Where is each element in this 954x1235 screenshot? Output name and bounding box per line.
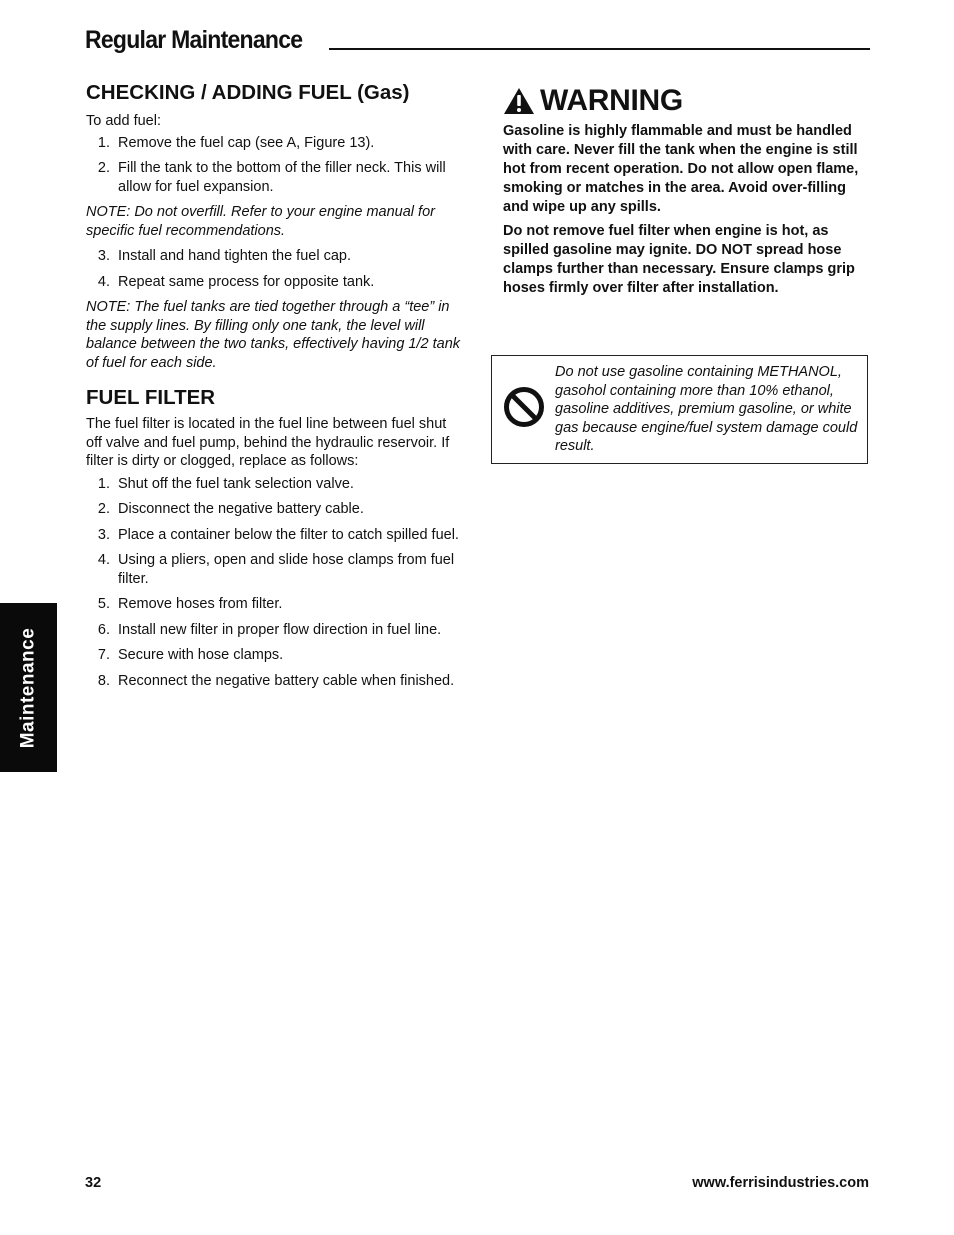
list-item bbox=[86, 646, 464, 665]
step-number: 5. bbox=[97, 596, 110, 612]
page-title: Regular Maintenance bbox=[85, 26, 303, 54]
warning-triangle-icon bbox=[503, 87, 535, 115]
step-text: Reconnect the negative battery cable when finished. bbox=[118, 672, 455, 689]
fuel-note-1: NOTE: Do not overfill. Refer to your engine manual for specific fuel recommendations. bbox=[86, 204, 435, 239]
step-number: 4. bbox=[97, 552, 110, 568]
step-text: Install and hand tighten the fuel cap. bbox=[118, 248, 351, 264]
step-number: 1. bbox=[97, 134, 110, 151]
notice-box bbox=[491, 355, 868, 464]
prohibition-icon bbox=[503, 386, 545, 428]
filter-steps-list bbox=[86, 475, 464, 691]
fuel-steps-list-b bbox=[86, 247, 464, 291]
header-rule bbox=[329, 48, 870, 50]
page-header bbox=[85, 24, 870, 54]
notice-text: Do not use gasoline containing METHANOL, gasohol containing more than 10% ethanol, gasoline additives, premium gasoline, or white gas because engine/fuel system damage could result. bbox=[555, 364, 858, 454]
step-number: 2. bbox=[97, 501, 110, 517]
step-text: Repeat same process for opposite tank. bbox=[118, 273, 375, 290]
right-column bbox=[503, 84, 868, 303]
side-tab-label: Maintenance bbox=[17, 627, 39, 748]
step-number: 6. bbox=[97, 621, 110, 638]
step-number: 3. bbox=[97, 248, 110, 264]
left-column bbox=[86, 80, 464, 697]
step-text: Install new filter in proper flow direction in fuel line. bbox=[118, 621, 442, 638]
step-text: Disconnect the negative battery cable. bbox=[118, 501, 364, 517]
step-number: 7. bbox=[97, 647, 110, 663]
list-item bbox=[86, 621, 464, 640]
filter-description: The fuel filter is located in the fuel line between fuel shut off valve and fuel pump, behind the hydraulic reservoir. If filter is dirty or clogged, replace as follows: bbox=[86, 416, 450, 469]
warning-paragraph-1: Gasoline is highly flammable and must be handled with care. Never fill the tank when the engine is still hot from recent operation. Do not allow open flame, smoking or matches in the area. Avoid over-filling and wipe up any spills. bbox=[503, 123, 859, 215]
warning-word: WARNING bbox=[540, 84, 683, 117]
list-item bbox=[86, 500, 464, 519]
list-item bbox=[86, 551, 464, 588]
filter-heading: FUEL FILTER bbox=[86, 386, 216, 409]
fuel-intro: To add fuel: bbox=[86, 113, 161, 129]
step-text: Fill the tank to the bottom of the filler neck. This will allow for fuel expansion. bbox=[118, 160, 446, 195]
step-text: Place a container below the filter to catch spilled fuel. bbox=[118, 526, 459, 543]
step-number: 8. bbox=[97, 672, 110, 689]
step-number: 1. bbox=[97, 475, 110, 492]
step-number: 2. bbox=[97, 160, 110, 176]
step-text: Using a pliers, open and slide hose clamps from fuel filter. bbox=[118, 552, 455, 587]
page-number: 32 bbox=[85, 1175, 102, 1191]
fuel-steps-list-a bbox=[86, 134, 464, 197]
step-text: Secure with hose clamps. bbox=[118, 647, 284, 663]
fuel-note-2: NOTE: The fuel tanks are tied together through a “tee” in the supply lines. By filling only one tank, the level will balance between the two tanks, effectively having 1/2 tank of fuel for each side. bbox=[86, 299, 461, 371]
list-item bbox=[86, 595, 464, 614]
website-url: www.ferrisindustries.com bbox=[692, 1175, 869, 1191]
warning-paragraph-2: Do not remove fuel filter when engine is hot, as spilled gasoline may ignite. DO NOT spread hose clamps further than necessary. Ensure clamps grip hoses firmly over filter after installation. bbox=[503, 223, 855, 296]
list-item bbox=[86, 672, 464, 691]
list-item bbox=[86, 475, 464, 494]
section-side-tab bbox=[0, 603, 57, 772]
warning-header bbox=[503, 84, 868, 118]
list-item bbox=[86, 159, 464, 196]
list-item bbox=[86, 273, 464, 292]
fuel-heading: CHECKING / ADDING FUEL (Gas) bbox=[86, 81, 410, 104]
step-number: 3. bbox=[97, 526, 110, 543]
step-text: Remove the fuel cap (see A, Figure 13). bbox=[118, 134, 375, 151]
list-item bbox=[86, 526, 464, 545]
step-text: Shut off the fuel tank selection valve. bbox=[118, 475, 354, 492]
list-item bbox=[86, 247, 464, 266]
step-text: Remove hoses from filter. bbox=[118, 596, 283, 612]
step-number: 4. bbox=[97, 273, 110, 290]
list-item bbox=[86, 134, 464, 153]
